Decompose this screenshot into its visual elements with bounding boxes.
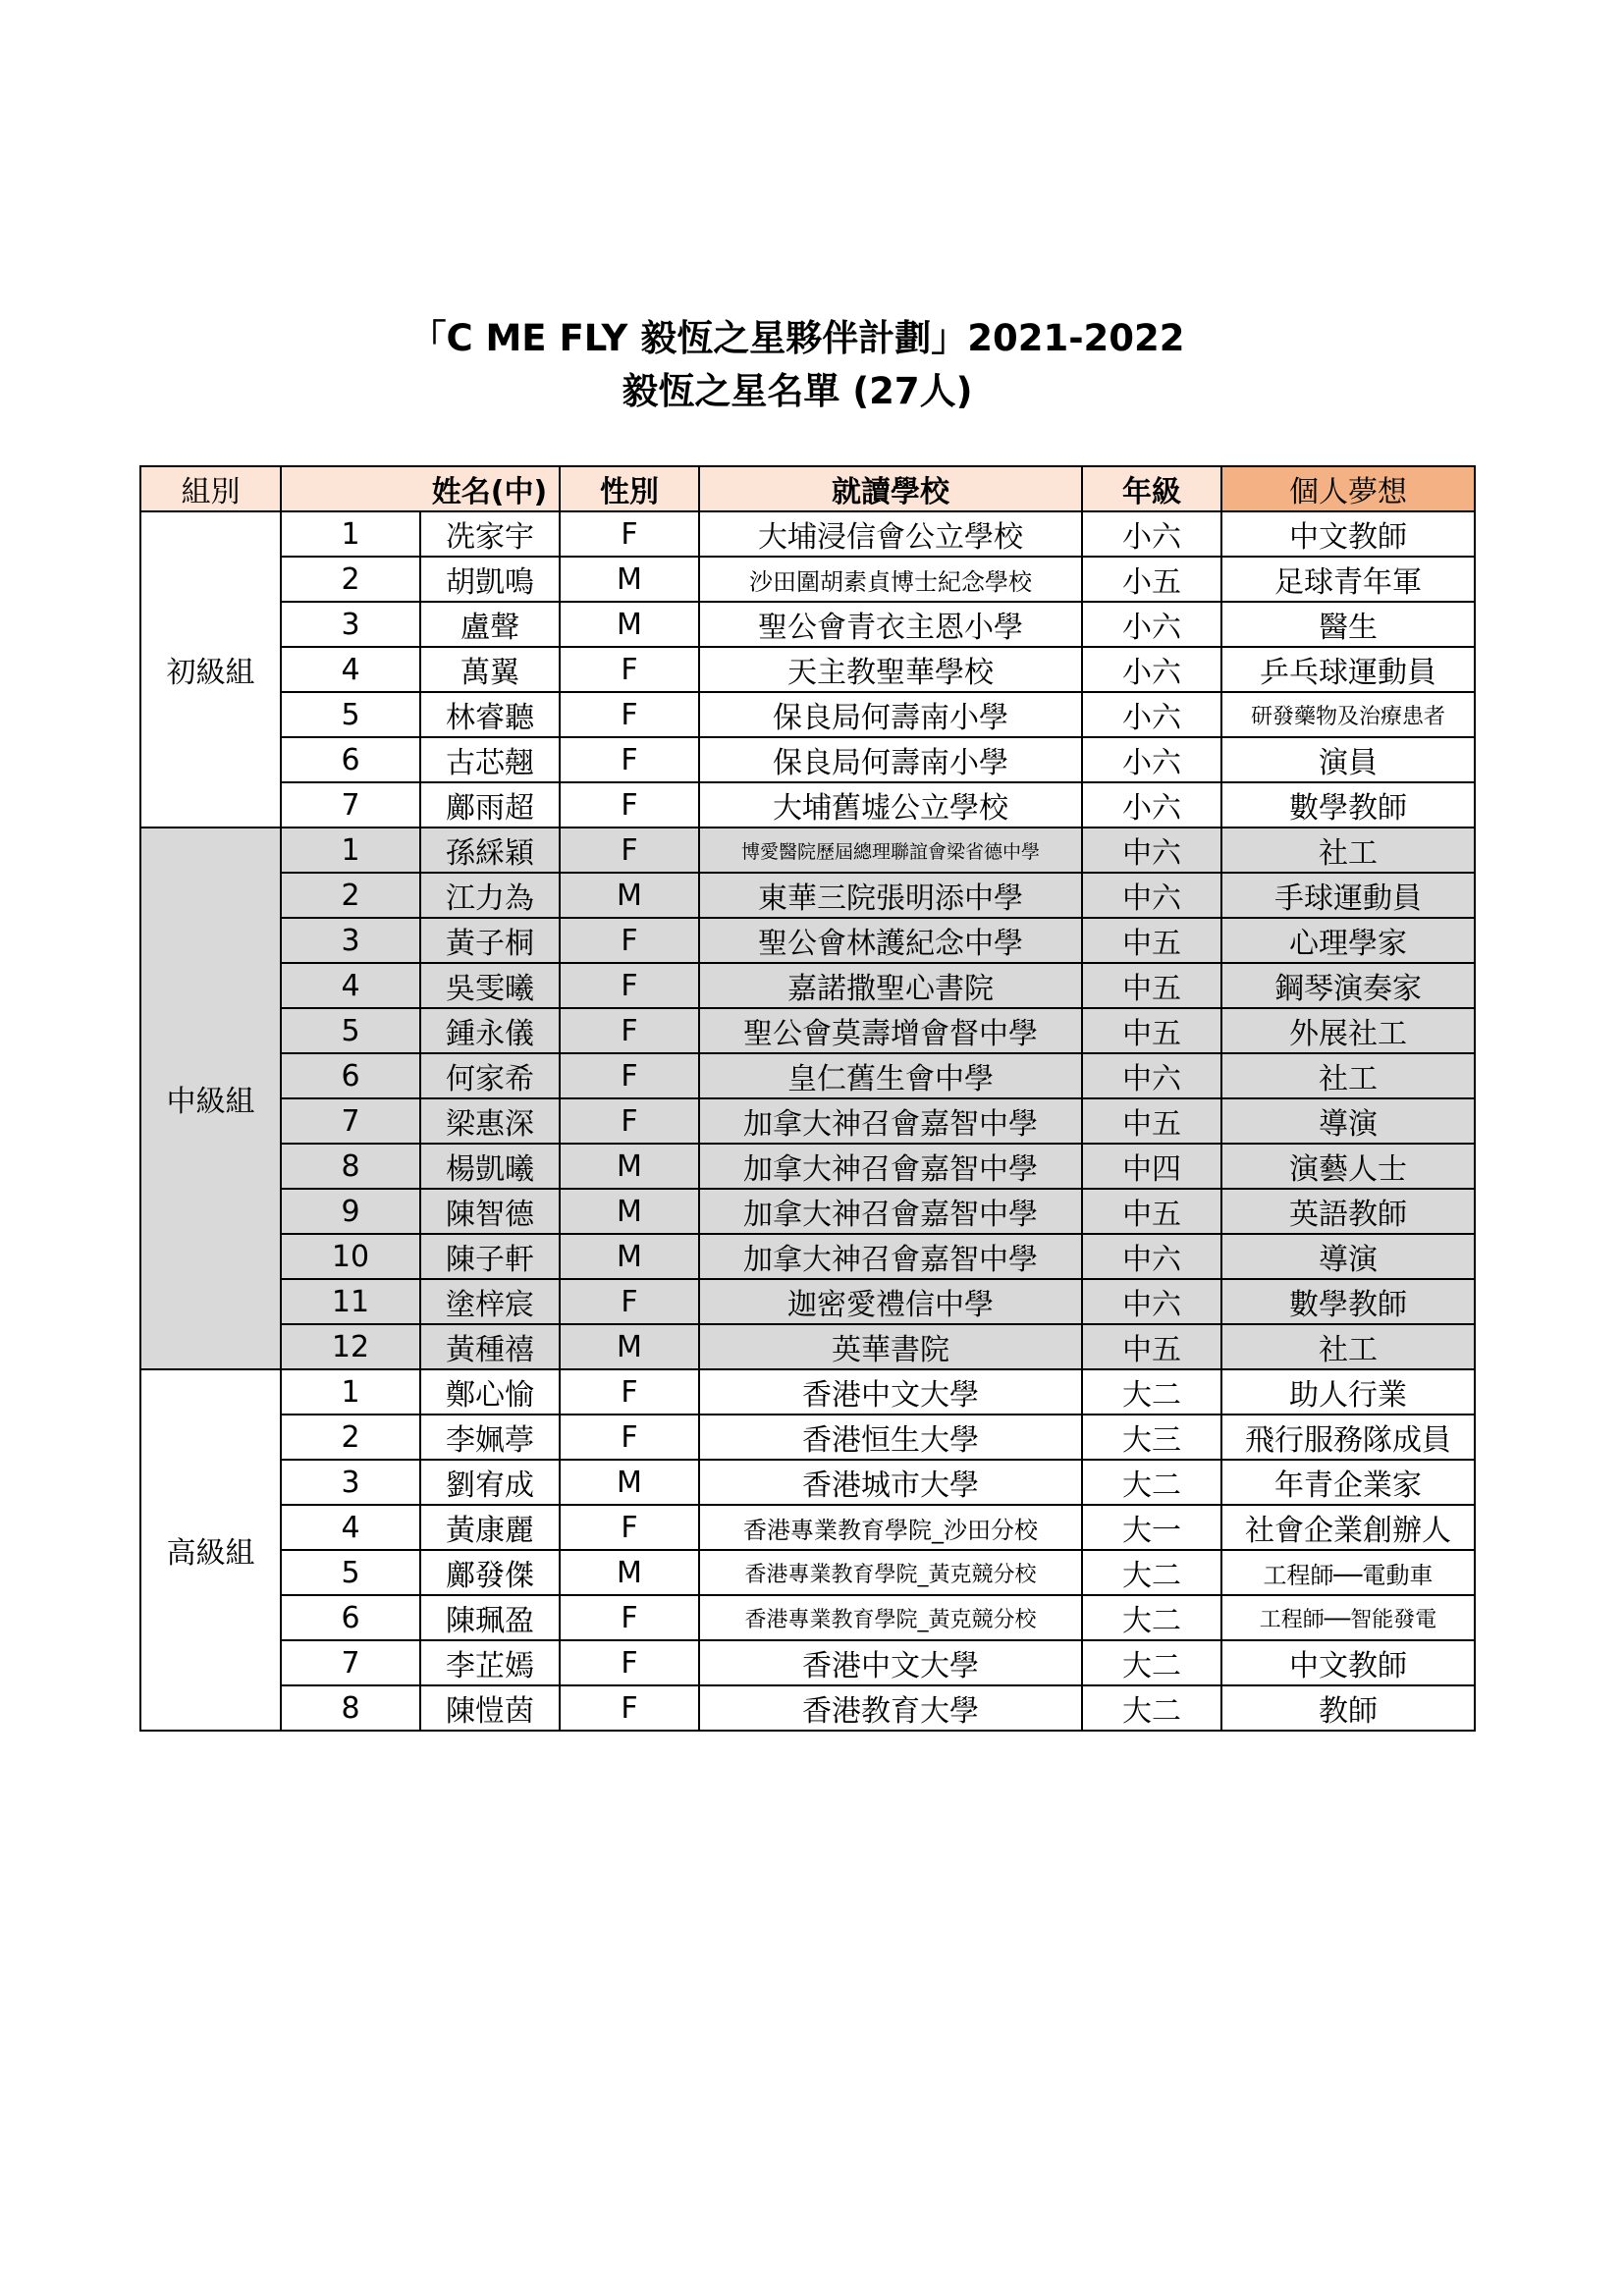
cell-name: 江力為: [420, 873, 560, 918]
cell-sex: M: [560, 873, 699, 918]
cell-school: 嘉諾撒聖心書院: [699, 963, 1082, 1008]
cell-sex: M: [560, 1234, 699, 1279]
cell-no: 4: [281, 963, 420, 1008]
cell-sex: M: [560, 1189, 699, 1234]
cell-dream: 工程師──智能發電: [1221, 1595, 1475, 1640]
group-label: 高級組: [140, 1369, 281, 1731]
cell-sex: F: [560, 1640, 699, 1685]
cell-dream: 年青企業家: [1221, 1460, 1475, 1505]
table-row: [140, 1460, 1475, 1505]
cell-dream: 演藝人士: [1221, 1144, 1475, 1189]
cell-grade: 小六: [1082, 782, 1221, 828]
cell-no: 1: [281, 511, 420, 557]
cell-dream: 中文教師: [1221, 1640, 1475, 1685]
cell-dream: 醫生: [1221, 602, 1475, 647]
table-row: [140, 782, 1475, 828]
cell-sex: F: [560, 1415, 699, 1460]
cell-no: 7: [281, 782, 420, 828]
cell-grade: 中五: [1082, 1324, 1221, 1369]
cell-grade: 中六: [1082, 1234, 1221, 1279]
cell-name: 李芷嫣: [420, 1640, 560, 1685]
cell-grade: 中五: [1082, 963, 1221, 1008]
cell-school: 東華三院張明添中學: [699, 873, 1082, 918]
cell-name: 古芯翹: [420, 737, 560, 782]
cell-sex: F: [560, 1008, 699, 1053]
cell-sex: M: [560, 557, 699, 602]
table-row: [140, 692, 1475, 737]
cell-dream: 外展社工: [1221, 1008, 1475, 1053]
cell-dream: 英語教師: [1221, 1189, 1475, 1234]
table-row: [140, 918, 1475, 963]
cell-name: 鄺發傑: [420, 1550, 560, 1595]
cell-name: 黃康麗: [420, 1505, 560, 1550]
cell-school: 沙田圍胡素貞博士紀念學校: [699, 557, 1082, 602]
table-row: [140, 1189, 1475, 1234]
table-row: [140, 1640, 1475, 1685]
cell-grade: 小六: [1082, 602, 1221, 647]
cell-no: 4: [281, 647, 420, 692]
cell-grade: 大二: [1082, 1595, 1221, 1640]
group-junior: [140, 511, 1475, 828]
cell-sex: F: [560, 1098, 699, 1144]
cell-grade: 小六: [1082, 737, 1221, 782]
table-row: [140, 1098, 1475, 1144]
table-row: [140, 1550, 1475, 1595]
cell-name: 吳雯曦: [420, 963, 560, 1008]
cell-dream: 助人行業: [1221, 1369, 1475, 1415]
cell-dream: 社工: [1221, 1324, 1475, 1369]
cell-grade: 中六: [1082, 828, 1221, 873]
table-row: [140, 647, 1475, 692]
group-label: 初級組: [140, 511, 281, 828]
cell-school: 大埔浸信會公立學校: [699, 511, 1082, 557]
cell-grade: 大一: [1082, 1505, 1221, 1550]
cell-dream: 中文教師: [1221, 511, 1475, 557]
cell-name: 鄭心愉: [420, 1369, 560, 1415]
cell-school: 博愛醫院歷屆總理聯誼會梁省德中學: [699, 828, 1082, 873]
cell-no: 3: [281, 918, 420, 963]
table-row: [140, 1053, 1475, 1098]
cell-grade: 大二: [1082, 1550, 1221, 1595]
cell-school: 香港城市大學: [699, 1460, 1082, 1505]
cell-no: 7: [281, 1098, 420, 1144]
cell-grade: 中六: [1082, 873, 1221, 918]
table-row: [140, 1144, 1475, 1189]
cell-name: 劉宥成: [420, 1460, 560, 1505]
cell-dream: 演員: [1221, 737, 1475, 782]
cell-school: 英華書院: [699, 1324, 1082, 1369]
cell-dream: 研發藥物及治療患者: [1221, 692, 1475, 737]
cell-name: 陳珮盈: [420, 1595, 560, 1640]
cell-grade: 小五: [1082, 557, 1221, 602]
cell-sex: F: [560, 1279, 699, 1324]
header-group: 組別: [140, 466, 281, 511]
cell-school: 保良局何壽南小學: [699, 737, 1082, 782]
cell-sex: F: [560, 918, 699, 963]
cell-no: 12: [281, 1324, 420, 1369]
cell-dream: 鋼琴演奏家: [1221, 963, 1475, 1008]
cell-dream: 數學教師: [1221, 1279, 1475, 1324]
cell-sex: F: [560, 1685, 699, 1731]
document-title: 「C ME FLY 毅恆之星夥伴計劃」2021-2022: [409, 317, 1185, 359]
header-school: 就讀學校: [699, 466, 1082, 511]
table-row: [140, 1279, 1475, 1324]
cell-dream: 足球青年軍: [1221, 557, 1475, 602]
table-row: [140, 873, 1475, 918]
cell-school: 天主教聖華學校: [699, 647, 1082, 692]
cell-name: 陳愷茵: [420, 1685, 560, 1731]
cell-name: 鍾永儀: [420, 1008, 560, 1053]
cell-no: 2: [281, 1415, 420, 1460]
cell-grade: 中五: [1082, 1008, 1221, 1053]
table-row: [140, 511, 1475, 557]
cell-dream: 心理學家: [1221, 918, 1475, 963]
cell-grade: 小六: [1082, 692, 1221, 737]
cell-dream: 社工: [1221, 828, 1475, 873]
cell-no: 6: [281, 737, 420, 782]
cell-name: 萬翼: [420, 647, 560, 692]
cell-school: 大埔舊墟公立學校: [699, 782, 1082, 828]
table-row: [140, 1505, 1475, 1550]
header-row: [140, 466, 1475, 511]
cell-sex: F: [560, 1369, 699, 1415]
header-dream: 個人夢想: [1221, 466, 1475, 511]
cell-no: 8: [281, 1144, 420, 1189]
cell-school: 香港中文大學: [699, 1640, 1082, 1685]
cell-sex: M: [560, 1550, 699, 1595]
cell-sex: M: [560, 1324, 699, 1369]
cell-grade: 大二: [1082, 1460, 1221, 1505]
cell-school: 香港教育大學: [699, 1685, 1082, 1731]
cell-sex: F: [560, 692, 699, 737]
header-sex: 性別: [560, 466, 699, 511]
cell-school: 香港恒生大學: [699, 1415, 1082, 1460]
cell-dream: 乒乓球運動員: [1221, 647, 1475, 692]
table-row: [140, 737, 1475, 782]
cell-school: 香港專業教育學院_沙田分校: [699, 1505, 1082, 1550]
cell-name: 李姵葶: [420, 1415, 560, 1460]
cell-school: 聖公會青衣主恩小學: [699, 602, 1082, 647]
cell-dream: 社會企業創辦人: [1221, 1505, 1475, 1550]
cell-name: 梁惠深: [420, 1098, 560, 1144]
cell-school: 香港中文大學: [699, 1369, 1082, 1415]
cell-school: 迦密愛禮信中學: [699, 1279, 1082, 1324]
cell-dream: 手球運動員: [1221, 873, 1475, 918]
cell-school: 聖公會林護紀念中學: [699, 918, 1082, 963]
cell-sex: F: [560, 737, 699, 782]
cell-sex: M: [560, 602, 699, 647]
cell-school: 聖公會莫壽增會督中學: [699, 1008, 1082, 1053]
cell-sex: F: [560, 647, 699, 692]
cell-sex: F: [560, 511, 699, 557]
cell-dream: 工程師──電動車: [1221, 1550, 1475, 1595]
cell-name: 楊凱曦: [420, 1144, 560, 1189]
roster-table: [139, 465, 1476, 1732]
table-row: [140, 963, 1475, 1008]
group-intermediate: [140, 828, 1475, 1369]
table-row: [140, 1369, 1475, 1415]
group-senior: [140, 1369, 1475, 1731]
cell-name: 盧聲: [420, 602, 560, 647]
cell-school: 加拿大神召會嘉智中學: [699, 1234, 1082, 1279]
cell-no: 2: [281, 557, 420, 602]
cell-grade: 中五: [1082, 1189, 1221, 1234]
cell-sex: F: [560, 828, 699, 873]
cell-no: 5: [281, 1008, 420, 1053]
cell-no: 3: [281, 602, 420, 647]
cell-name: 黃子桐: [420, 918, 560, 963]
cell-sex: M: [560, 1460, 699, 1505]
table-row: [140, 602, 1475, 647]
cell-dream: 導演: [1221, 1234, 1475, 1279]
cell-no: 7: [281, 1640, 420, 1685]
cell-school: 加拿大神召會嘉智中學: [699, 1189, 1082, 1234]
cell-name: 何家希: [420, 1053, 560, 1098]
table-row: [140, 1685, 1475, 1731]
cell-dream: 數學教師: [1221, 782, 1475, 828]
document-subtitle: 毅恆之星名單 (27人): [622, 370, 973, 412]
cell-dream: 導演: [1221, 1098, 1475, 1144]
cell-grade: 大三: [1082, 1415, 1221, 1460]
cell-no: 8: [281, 1685, 420, 1731]
table-row: [140, 1234, 1475, 1279]
cell-no: 4: [281, 1505, 420, 1550]
cell-no: 3: [281, 1460, 420, 1505]
cell-school: 加拿大神召會嘉智中學: [699, 1098, 1082, 1144]
cell-grade: 大二: [1082, 1369, 1221, 1415]
cell-grade: 中六: [1082, 1053, 1221, 1098]
cell-school: 皇仁舊生會中學: [699, 1053, 1082, 1098]
cell-no: 2: [281, 873, 420, 918]
cell-dream: 飛行服務隊成員: [1221, 1415, 1475, 1460]
cell-grade: 小六: [1082, 511, 1221, 557]
cell-no: 9: [281, 1189, 420, 1234]
table-row: [140, 1324, 1475, 1369]
header-name: 姓名(中): [420, 466, 560, 511]
cell-grade: 小六: [1082, 647, 1221, 692]
cell-name: 塗梓宸: [420, 1279, 560, 1324]
cell-name: 林睿聽: [420, 692, 560, 737]
cell-name: 陳智德: [420, 1189, 560, 1234]
title-block: [0, 312, 1624, 418]
cell-school: 加拿大神召會嘉智中學: [699, 1144, 1082, 1189]
cell-no: 1: [281, 828, 420, 873]
header-blank: [281, 466, 420, 511]
cell-no: 11: [281, 1279, 420, 1324]
cell-name: 黃種禧: [420, 1324, 560, 1369]
cell-no: 6: [281, 1053, 420, 1098]
cell-no: 1: [281, 1369, 420, 1415]
cell-dream: 社工: [1221, 1053, 1475, 1098]
cell-grade: 中四: [1082, 1144, 1221, 1189]
group-label: 中級組: [140, 828, 281, 1369]
cell-sex: F: [560, 1595, 699, 1640]
table-row: [140, 828, 1475, 873]
cell-no: 10: [281, 1234, 420, 1279]
table-row: [140, 1008, 1475, 1053]
cell-dream: 教師: [1221, 1685, 1475, 1731]
cell-sex: F: [560, 1505, 699, 1550]
cell-school: 香港專業教育學院_黃克競分校: [699, 1550, 1082, 1595]
cell-grade: 中六: [1082, 1279, 1221, 1324]
cell-sex: M: [560, 1144, 699, 1189]
cell-name: 孫綵穎: [420, 828, 560, 873]
table-row: [140, 1595, 1475, 1640]
cell-no: 5: [281, 1550, 420, 1595]
cell-sex: F: [560, 1053, 699, 1098]
cell-sex: F: [560, 963, 699, 1008]
cell-grade: 大二: [1082, 1640, 1221, 1685]
cell-name: 冼家宇: [420, 511, 560, 557]
cell-name: 胡凱鳴: [420, 557, 560, 602]
header-grade: 年級: [1082, 466, 1221, 511]
cell-grade: 大二: [1082, 1685, 1221, 1731]
cell-grade: 中五: [1082, 1098, 1221, 1144]
cell-no: 6: [281, 1595, 420, 1640]
cell-sex: F: [560, 782, 699, 828]
cell-school: 保良局何壽南小學: [699, 692, 1082, 737]
cell-grade: 中五: [1082, 918, 1221, 963]
cell-name: 鄺雨超: [420, 782, 560, 828]
table-row: [140, 1415, 1475, 1460]
table-row: [140, 557, 1475, 602]
cell-no: 5: [281, 692, 420, 737]
cell-school: 香港專業教育學院_黃克競分校: [699, 1595, 1082, 1640]
cell-name: 陳子軒: [420, 1234, 560, 1279]
